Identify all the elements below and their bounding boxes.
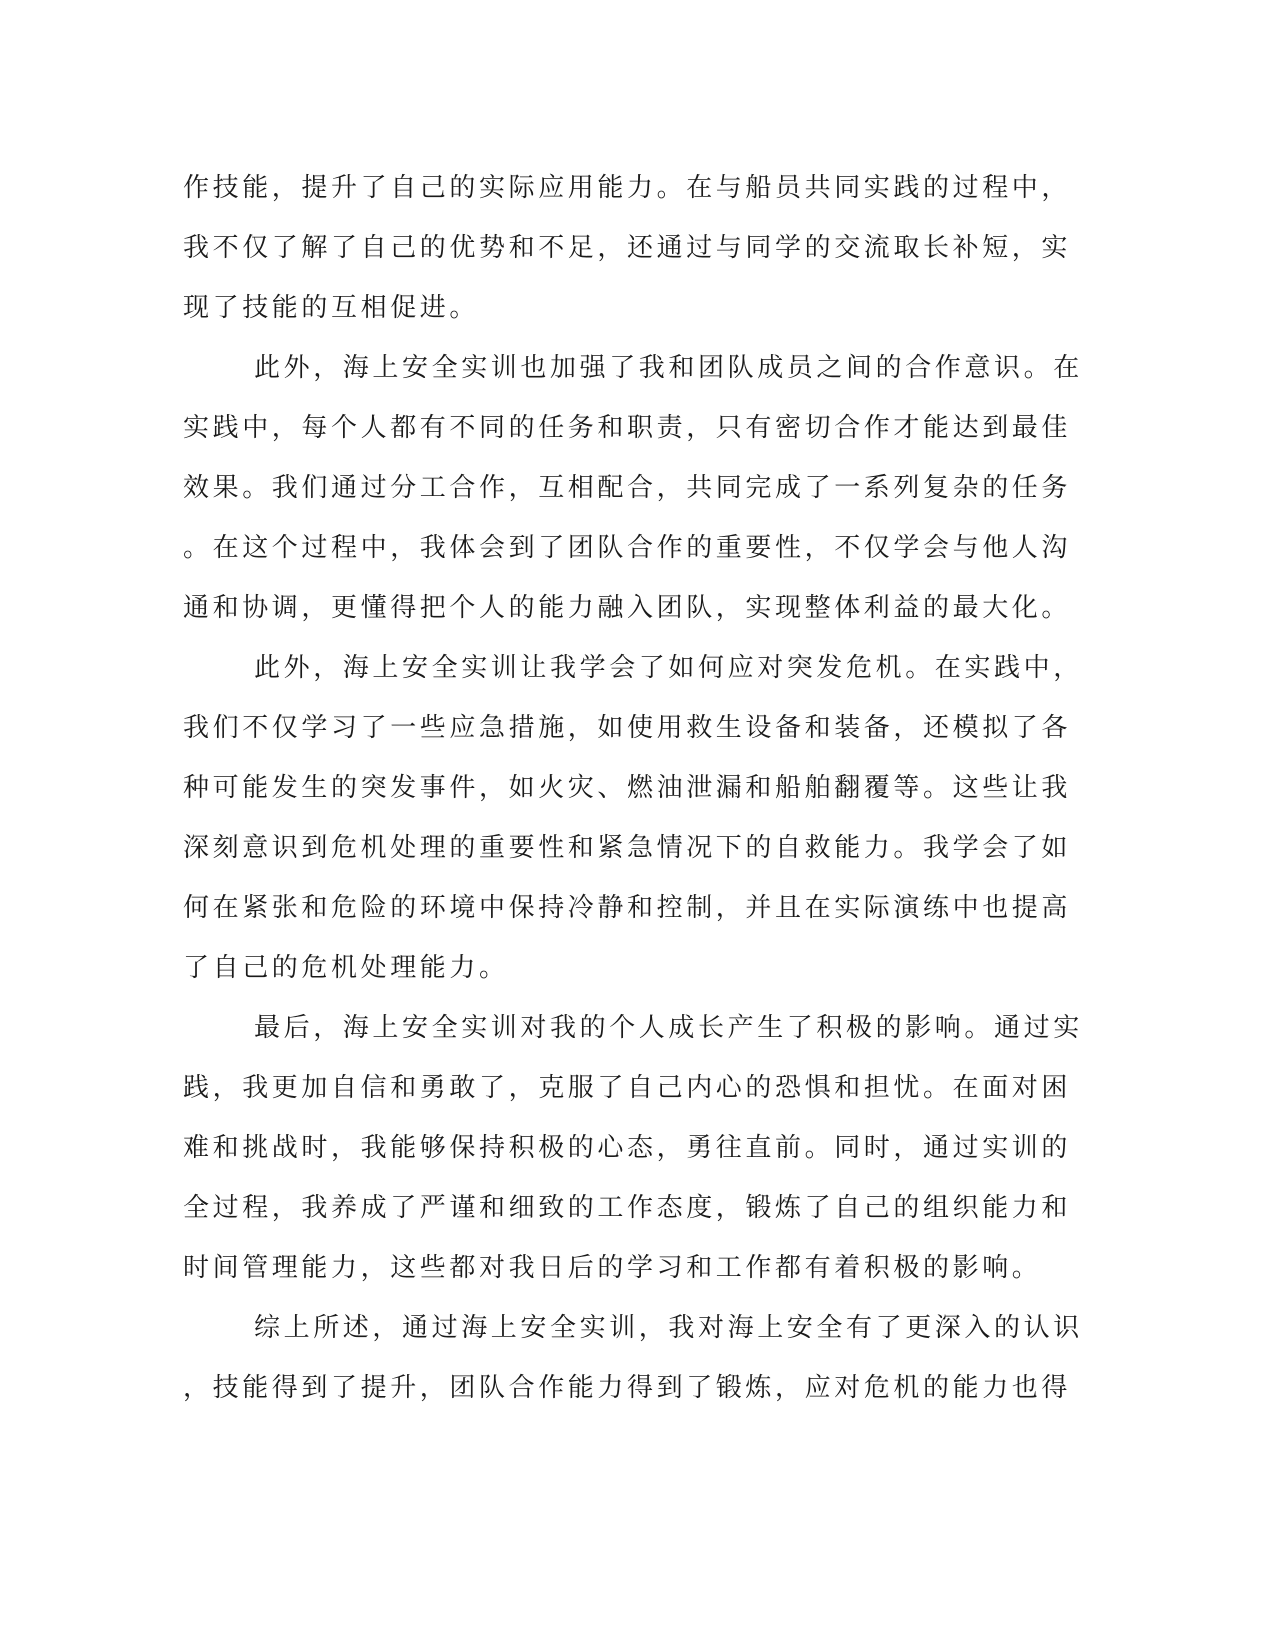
text-line: 现了技能的互相促进。: [183, 293, 480, 323]
text-line: 了自己的危机处理能力。: [183, 953, 509, 983]
text-line: 时间管理能力，这些都对我日后的学习和工作都有着积极的影响。: [183, 1253, 1042, 1283]
text-line: ，技能得到了提升，团队合作能力得到了锻炼，应对危机的能力也得: [183, 1373, 1072, 1403]
text-line: 我们不仅学习了一些应急措施，如使用救生设备和装备，还模拟了各: [183, 713, 1072, 743]
text-line: 难和挑战时，我能够保持积极的心态，勇往直前。同时，通过实训的: [183, 1133, 1072, 1163]
paragraph-start-line: 综上所述，通过海上安全实训，我对海上安全有了更深入的认识: [254, 1313, 1083, 1343]
text-line: 全过程，我养成了严谨和细致的工作态度，锻炼了自己的组织能力和: [183, 1193, 1072, 1223]
text-line: 深刻意识到危机处理的重要性和紧急情况下的自救能力。我学会了如: [183, 833, 1072, 863]
text-line: 实践中，每个人都有不同的任务和职责，只有密切合作才能达到最佳: [183, 413, 1072, 443]
text-line: 效果。我们通过分工合作，互相配合，共同完成了一系列复杂的任务: [183, 473, 1072, 503]
text-line: 作技能，提升了自己的实际应用能力。在与船员共同实践的过程中，: [183, 173, 1072, 203]
text-line: 何在紧张和危险的环境中保持冷静和控制，并且在实际演练中也提高: [183, 893, 1072, 923]
paragraph-start-line: 最后，海上安全实训对我的个人成长产生了积极的影响。通过实: [254, 1013, 1083, 1043]
text-line: 我不仅了解了自己的优势和不足，还通过与同学的交流取长补短，实: [183, 233, 1072, 263]
text-line: 。在这个过程中，我体会到了团队合作的重要性，不仅学会与他人沟: [183, 533, 1072, 563]
text-line: 种可能发生的突发事件，如火灾、燃油泄漏和船舶翻覆等。这些让我: [183, 773, 1072, 803]
paragraph-start-line: 此外，海上安全实训让我学会了如何应对突发危机。在实践中，: [254, 653, 1083, 683]
text-line: 践，我更加自信和勇敢了，克服了自己内心的恐惧和担忧。在面对困: [183, 1073, 1072, 1103]
document-body: [183, 158, 1083, 1418]
paragraph-start-line: 此外，海上安全实训也加强了我和团队成员之间的合作意识。在: [254, 353, 1083, 383]
text-line: 通和协调，更懂得把个人的能力融入团队，实现整体利益的最大化。: [183, 593, 1072, 623]
